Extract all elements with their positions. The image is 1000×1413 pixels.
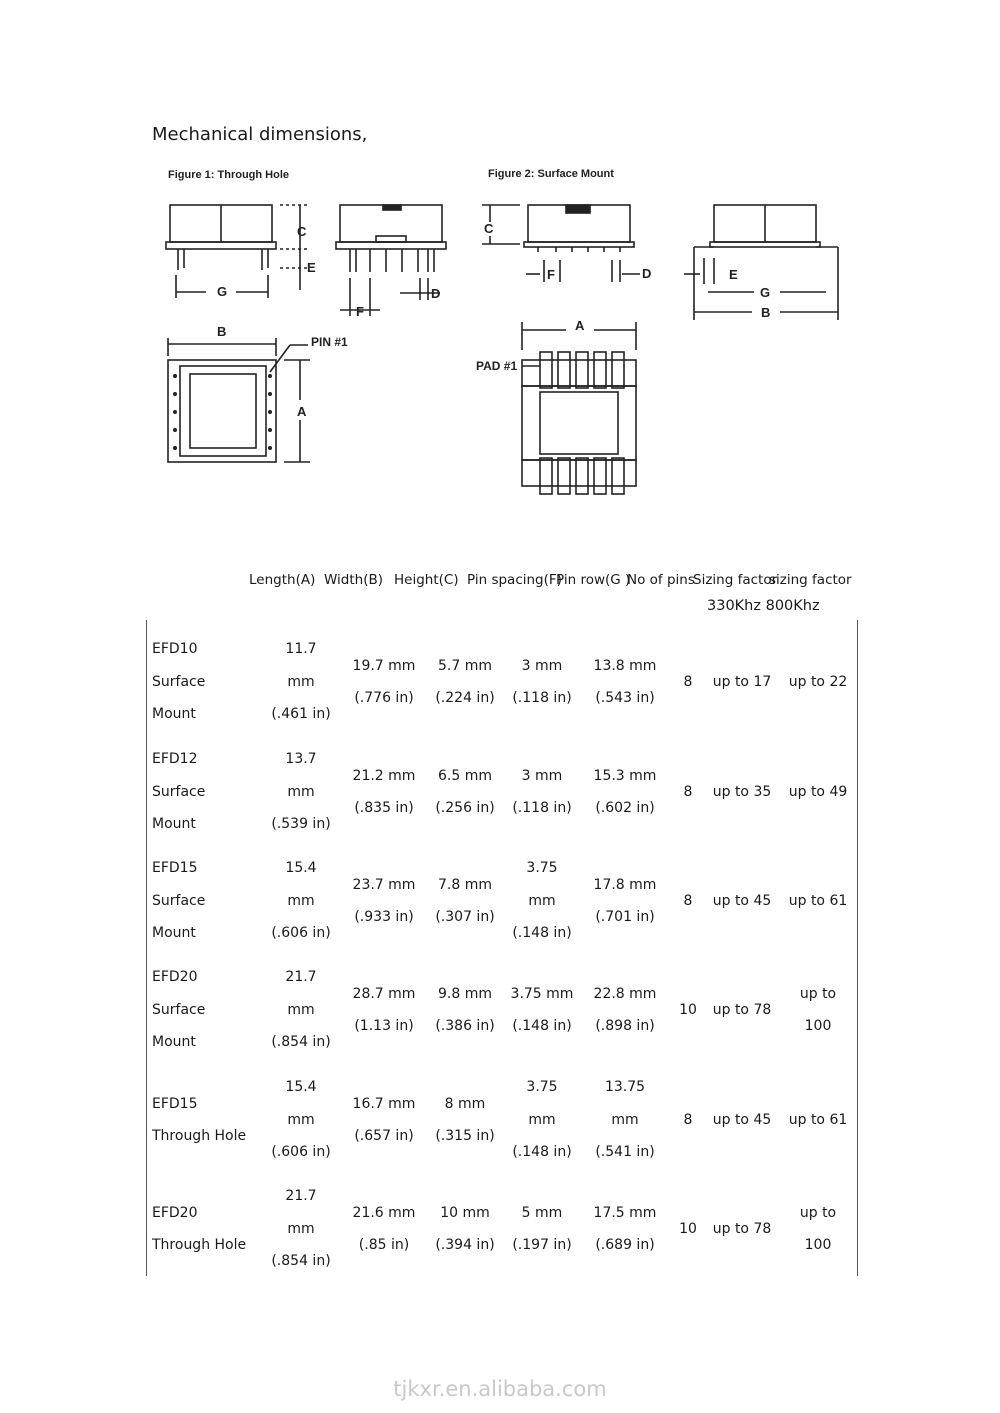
cell-height [428, 632, 502, 732]
cell-pin-row [582, 851, 668, 951]
cell-line: 10 [679, 1001, 697, 1018]
cell-name [152, 632, 262, 732]
cell-length [262, 632, 340, 732]
cell-line: up to [799, 985, 837, 1002]
cell-line: (.854 in) [271, 1034, 331, 1051]
cell-line: Through Hole [152, 1128, 247, 1144]
cell-line: (.541 in) [595, 1144, 655, 1161]
cell-length [262, 851, 340, 951]
cell-width [344, 1179, 424, 1279]
cell-line: (.933 in) [354, 909, 414, 925]
cell-line: (.224 in) [435, 690, 495, 706]
cell-line: (.606 in) [271, 925, 331, 942]
cell-line: mm [528, 1111, 556, 1128]
cell-pins [668, 1070, 708, 1170]
fig1-label-c: C [297, 224, 307, 239]
fig2-label-b: B [761, 305, 771, 320]
fig2-label-pad1: PAD #1 [476, 359, 518, 373]
fig1-label-g: G [217, 284, 228, 299]
cell-line: 8 [683, 783, 693, 800]
cell-line: (.148 in) [512, 925, 572, 942]
table-row [146, 1179, 858, 1279]
cell-line: Through Hole [152, 1237, 247, 1253]
fig2-label-d: D [642, 266, 652, 281]
cell-line: 7.8 mm [438, 876, 492, 893]
fig1-top-view [168, 338, 310, 462]
cell-line: Mount [152, 706, 196, 723]
cell-line: (.394 in) [435, 1237, 495, 1253]
fig1-label-f: F [356, 304, 364, 319]
cell-pin-row [582, 1179, 668, 1279]
cell-line: Mount [152, 1034, 196, 1051]
cell-line: 8 [683, 892, 693, 909]
cell-line: (.543 in) [595, 690, 655, 706]
cell-line: Mount [152, 925, 196, 942]
cell-line: (.701 in) [595, 909, 655, 925]
cell-pin-row [582, 632, 668, 732]
cell-line: (.657 in) [354, 1128, 414, 1144]
cell-pin-spacing [504, 742, 580, 842]
page-heading: Mechanical dimensions, [152, 124, 368, 145]
fig2-label-a: A [575, 318, 585, 333]
cell-line: mm [287, 1001, 315, 1018]
cell-line: up to 45 [712, 1111, 772, 1128]
cell-sf800 [782, 1070, 854, 1170]
cell-line: up to 45 [712, 892, 772, 909]
cell-line: 3 mm [521, 767, 563, 784]
fig2-label-g: G [760, 285, 771, 300]
cell-line: 21.7 [285, 969, 317, 986]
cell-line: 10 [679, 1220, 697, 1237]
cell-line: 10 mm [440, 1204, 490, 1221]
cell-length [262, 742, 340, 842]
cell-line: Surface [152, 783, 206, 800]
cell-line: 11.7 [285, 641, 317, 658]
cell-line: mm [287, 783, 315, 800]
cell-line: (.539 in) [271, 816, 331, 833]
cell-width [344, 632, 424, 732]
fig2-label-c: C [484, 221, 494, 236]
cell-height [428, 960, 502, 1060]
cell-line: 15.4 [285, 1079, 317, 1096]
header-length: Length(A) [249, 572, 316, 588]
fig2-label-f: F [547, 267, 555, 282]
cell-line: 5 mm [521, 1204, 563, 1221]
cell-line: 3.75 [526, 860, 558, 877]
cell-height [428, 742, 502, 842]
cell-width [344, 851, 424, 951]
cell-sf330 [708, 1179, 776, 1279]
cell-line: (.118 in) [512, 800, 572, 816]
cell-line: 22.8 mm [593, 985, 657, 1002]
cell-line: up to 35 [712, 783, 772, 800]
cell-sf330 [708, 851, 776, 951]
cell-pin-spacing [504, 960, 580, 1060]
cell-name [152, 1070, 262, 1170]
cell-sf330 [708, 960, 776, 1060]
cell-line: up to 61 [788, 892, 848, 909]
cell-line: EFD12 [152, 751, 198, 768]
cell-pins [668, 960, 708, 1060]
cell-sf800 [782, 851, 854, 951]
fig1-pin-holes [173, 374, 272, 450]
cell-line: 3 mm [521, 657, 563, 674]
fig1-label-b: B [217, 324, 227, 339]
header-pin-row: Pin row(G ) [556, 572, 631, 588]
cell-line: (.386 in) [435, 1018, 495, 1034]
cell-pin-row [582, 1070, 668, 1170]
cell-line: up to 61 [788, 1111, 848, 1128]
fig2-label-e: E [729, 267, 738, 282]
cell-line: (.461 in) [271, 706, 331, 723]
cell-line: (.835 in) [354, 800, 414, 816]
cell-line: mm [287, 673, 315, 690]
cell-line: 28.7 mm [352, 985, 416, 1002]
cell-pins [668, 1179, 708, 1279]
cell-length [262, 1179, 340, 1279]
cell-sf330 [708, 742, 776, 842]
cell-line: 8 [683, 673, 693, 690]
figure-1-caption: Figure 1: Through Hole [168, 169, 289, 181]
cell-line: up to 17 [712, 673, 772, 690]
header-sizing-factor-1: Sizing factor [693, 572, 778, 588]
cell-width [344, 1070, 424, 1170]
cell-line: 16.7 mm [352, 1095, 416, 1112]
cell-line: 8 [683, 1111, 693, 1128]
cell-line: 21.7 [285, 1188, 317, 1205]
table-row [146, 632, 858, 732]
cell-line: EFD10 [152, 641, 198, 658]
cell-line: up to 22 [788, 673, 848, 690]
cell-line: up to 78 [712, 1220, 772, 1237]
header-width: Width(B) [324, 572, 384, 588]
cell-line: 15.3 mm [593, 767, 657, 784]
fig2-top-view [522, 322, 636, 494]
cell-pins [668, 632, 708, 732]
cell-pin-spacing [504, 1179, 580, 1279]
cell-line: 17.5 mm [593, 1204, 657, 1221]
cell-line: (.148 in) [512, 1144, 572, 1161]
cell-line: Surface [152, 892, 206, 909]
cell-line: (.85 in) [358, 1237, 410, 1253]
fig2-side-view [482, 205, 640, 282]
cell-line: (.898 in) [595, 1018, 655, 1034]
cell-line: 9.8 mm [438, 985, 492, 1002]
cell-line: 100 [804, 1018, 832, 1034]
cell-height [428, 851, 502, 951]
header-frequencies: 330Khz 800Khz [707, 598, 820, 614]
cell-pin-spacing [504, 851, 580, 951]
cell-pin-row [582, 960, 668, 1060]
cell-sf800 [782, 960, 854, 1060]
figure-2-caption: Figure 2: Surface Mount [488, 168, 614, 180]
cell-line: Surface [152, 1001, 206, 1018]
cell-line: EFD15 [152, 1095, 198, 1112]
cell-line: up to 49 [788, 783, 848, 800]
cell-sf800 [782, 1179, 854, 1279]
cell-pin-spacing [504, 632, 580, 732]
cell-line: (.776 in) [354, 690, 414, 706]
header-no-of-pins: No of pins [627, 572, 695, 588]
fig1-label-pin1: PIN #1 [311, 335, 348, 349]
cell-line: 13.8 mm [593, 657, 657, 674]
cell-line: 17.8 mm [593, 876, 657, 893]
cell-sf800 [782, 632, 854, 732]
cell-line: (.307 in) [435, 909, 495, 925]
cell-line: (.689 in) [595, 1237, 655, 1253]
cell-line: 5.7 mm [438, 657, 492, 674]
fig1-label-a: A [297, 404, 307, 419]
cell-line: 100 [804, 1237, 832, 1253]
table-row [146, 851, 858, 951]
fig2-front-view [684, 205, 838, 320]
cell-line: (.118 in) [512, 690, 572, 706]
mechanical-drawings [0, 0, 1000, 540]
cell-name [152, 960, 262, 1060]
cell-line: 8 mm [444, 1095, 486, 1112]
fig1-label-d: D [431, 286, 441, 301]
cell-line: up to [799, 1204, 837, 1221]
header-sizing-factor-2: sizing factor [769, 572, 852, 588]
cell-line: (.606 in) [271, 1144, 331, 1161]
cell-line: 21.2 mm [352, 767, 416, 784]
cell-line: (.148 in) [512, 1018, 572, 1034]
cell-pins [668, 851, 708, 951]
cell-line: 15.4 [285, 860, 317, 877]
cell-line: (.854 in) [271, 1253, 331, 1270]
cell-line: 23.7 mm [352, 876, 416, 893]
cell-line: EFD15 [152, 860, 198, 877]
cell-line: mm [287, 1220, 315, 1237]
cell-line: (.602 in) [595, 800, 655, 816]
cell-line: 21.6 mm [352, 1204, 416, 1221]
cell-line: up to 78 [712, 1001, 772, 1018]
fig1-side-view [166, 205, 308, 298]
cell-line: 3.75 [526, 1079, 558, 1096]
cell-line: Mount [152, 816, 196, 833]
cell-height [428, 1179, 502, 1279]
header-height: Height(C) [394, 572, 459, 588]
cell-line: 19.7 mm [352, 657, 416, 674]
cell-line: mm [611, 1111, 639, 1128]
cell-length [262, 960, 340, 1060]
cell-line: 13.75 [604, 1079, 646, 1096]
cell-name [152, 851, 262, 951]
cell-sf330 [708, 1070, 776, 1170]
cell-sf330 [708, 632, 776, 732]
cell-line: mm [287, 1111, 315, 1128]
cell-line: (.197 in) [512, 1237, 572, 1253]
cell-line: Surface [152, 673, 206, 690]
header-pin-spacing: Pin spacing(F) [467, 572, 562, 588]
cell-line: EFD20 [152, 1204, 198, 1221]
cell-line: mm [528, 892, 556, 909]
cell-sf800 [782, 742, 854, 842]
cell-line: mm [287, 892, 315, 909]
footer-watermark: tjkxr.en.alibaba.com [393, 1377, 607, 1401]
cell-length [262, 1070, 340, 1170]
table-row [146, 1070, 858, 1170]
cell-line: 3.75 mm [510, 985, 574, 1002]
cell-line: 13.7 [285, 751, 317, 768]
cell-line: (.256 in) [435, 800, 495, 816]
cell-width [344, 960, 424, 1060]
cell-pin-row [582, 742, 668, 842]
cell-name [152, 742, 262, 842]
cell-pin-spacing [504, 1070, 580, 1170]
cell-line: EFD20 [152, 969, 198, 986]
cell-pins [668, 742, 708, 842]
cell-name [152, 1179, 262, 1279]
fig1-label-e: E [307, 260, 316, 275]
cell-line: (.315 in) [435, 1128, 495, 1144]
cell-height [428, 1070, 502, 1170]
table-row [146, 742, 858, 842]
cell-line: 6.5 mm [438, 767, 492, 784]
cell-width [344, 742, 424, 842]
cell-line: (1.13 in) [354, 1018, 414, 1034]
table-row [146, 960, 858, 1060]
fig1-front-view [336, 205, 446, 316]
